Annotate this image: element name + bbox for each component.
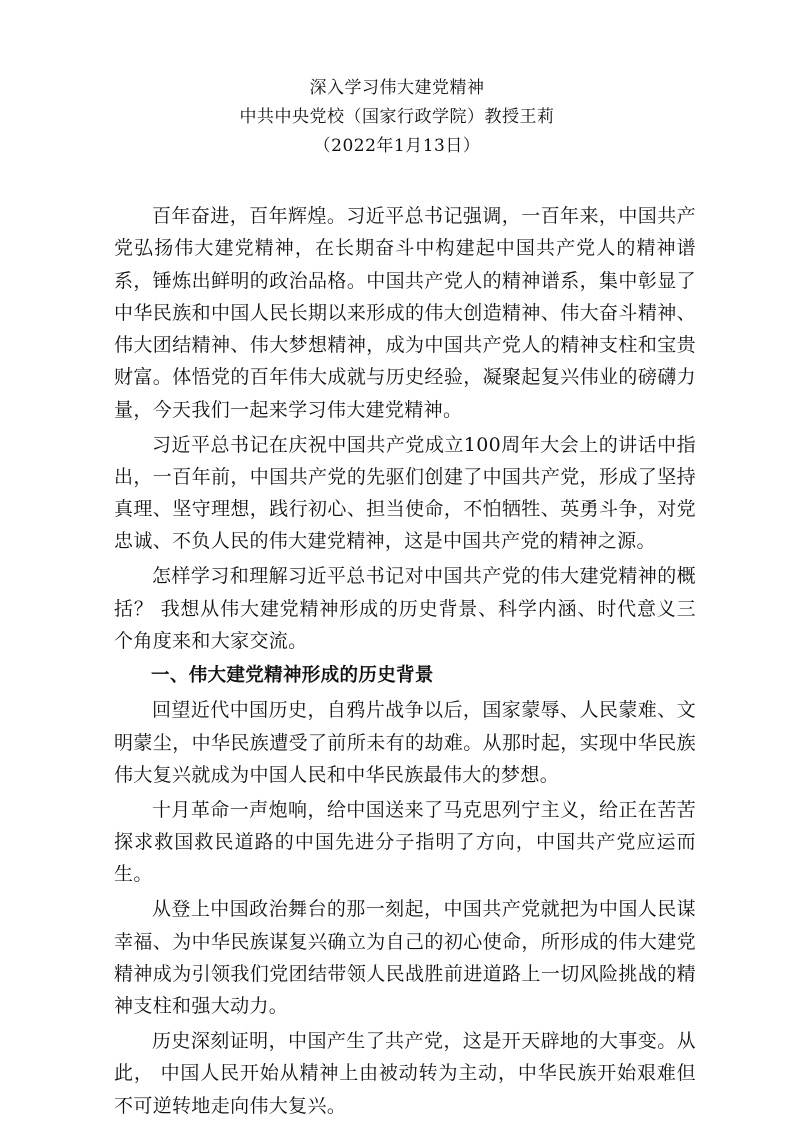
document-body [114, 200, 696, 1124]
section1-paragraph: 十月革命一声炮响，给中国送来了马克思列宁主义，给正在苦苦探求救国救民道路的中国先进分子指明了方向，中国共产党应运而生。 [114, 798, 696, 886]
section1-paragraph: 从登上中国政治舞台的那一刻起，中国共产党就把为中国人民谋幸福、为中华民族谋复兴确立为自己的初心使命，所形成的伟大建党精神成为引领我们党团结带领人民战胜前进道路上一切风险挑战的精神支柱和强大动力。 [114, 898, 696, 1018]
document-date: （2022年1月13日） [313, 136, 481, 156]
document-header [0, 74, 794, 161]
section1-paragraph: 历史深刻证明，中国产生了共产党，这是开天辟地的大事变。从此， 中国人民开始从精神上由被动转为主动，中华民族开始艰难但不可逆转地走向伟大复兴。 [114, 1029, 696, 1117]
section1-paragraph: 回望近代中国历史，自鸦片战争以后，国家蒙辱、人民蒙难、文明蒙尘，中华民族遭受了前所未有的劫难。从那时起，实现中华民族伟大复兴就成为中国人民和中华民族最伟大的梦想。 [114, 699, 696, 787]
document-title: 深入学习伟大建党精神 [309, 78, 485, 98]
paragraph-intro: 百年奋进，百年辉煌。习近平总书记强调，一百年来，中国共产党弘扬伟大建党精神，在长期奋斗中构建起中国共产党人的精神谱系，锤炼出鲜明的政治品格。中国共产党人的精神谱系，集中彰显了中华民族和中国人民长期以来形成的伟大创造精神、伟大奋斗精神、伟大团结精神、伟大梦想精神，成为中国共产党人的精神支柱和宝贵财富。体悟党的百年伟大成就与历史经验，凝聚起复兴伟业的磅礴力量，今天我们一起来学习伟大建党精神。 [114, 205, 696, 421]
document-author: 中共中央党校（国家行政学院）教授王莉 [239, 107, 555, 127]
paragraph-speech-quote: 习近平总书记在庆祝中国共产党成立100周年大会上的讲话中指出，一百年前，中国共产党的先驱们创建了中国共产党，形成了坚持真理、坚守理想，践行初心、担当使命，不怕牺牲、英勇斗争，对党忠诚、不负人民的伟大建党精神，这是中国共产党的精神之源。 [114, 433, 696, 553]
paragraph-question: 怎样学习和理解习近平总书记对中国共产党的伟大建党精神的概括？ 我想从伟大建党精神形成的历史背景、科学内涵、时代意义三个角度来和大家交流。 [114, 565, 696, 652]
section-heading-1: 一、伟大建党精神形成的历史背景 [151, 664, 434, 686]
